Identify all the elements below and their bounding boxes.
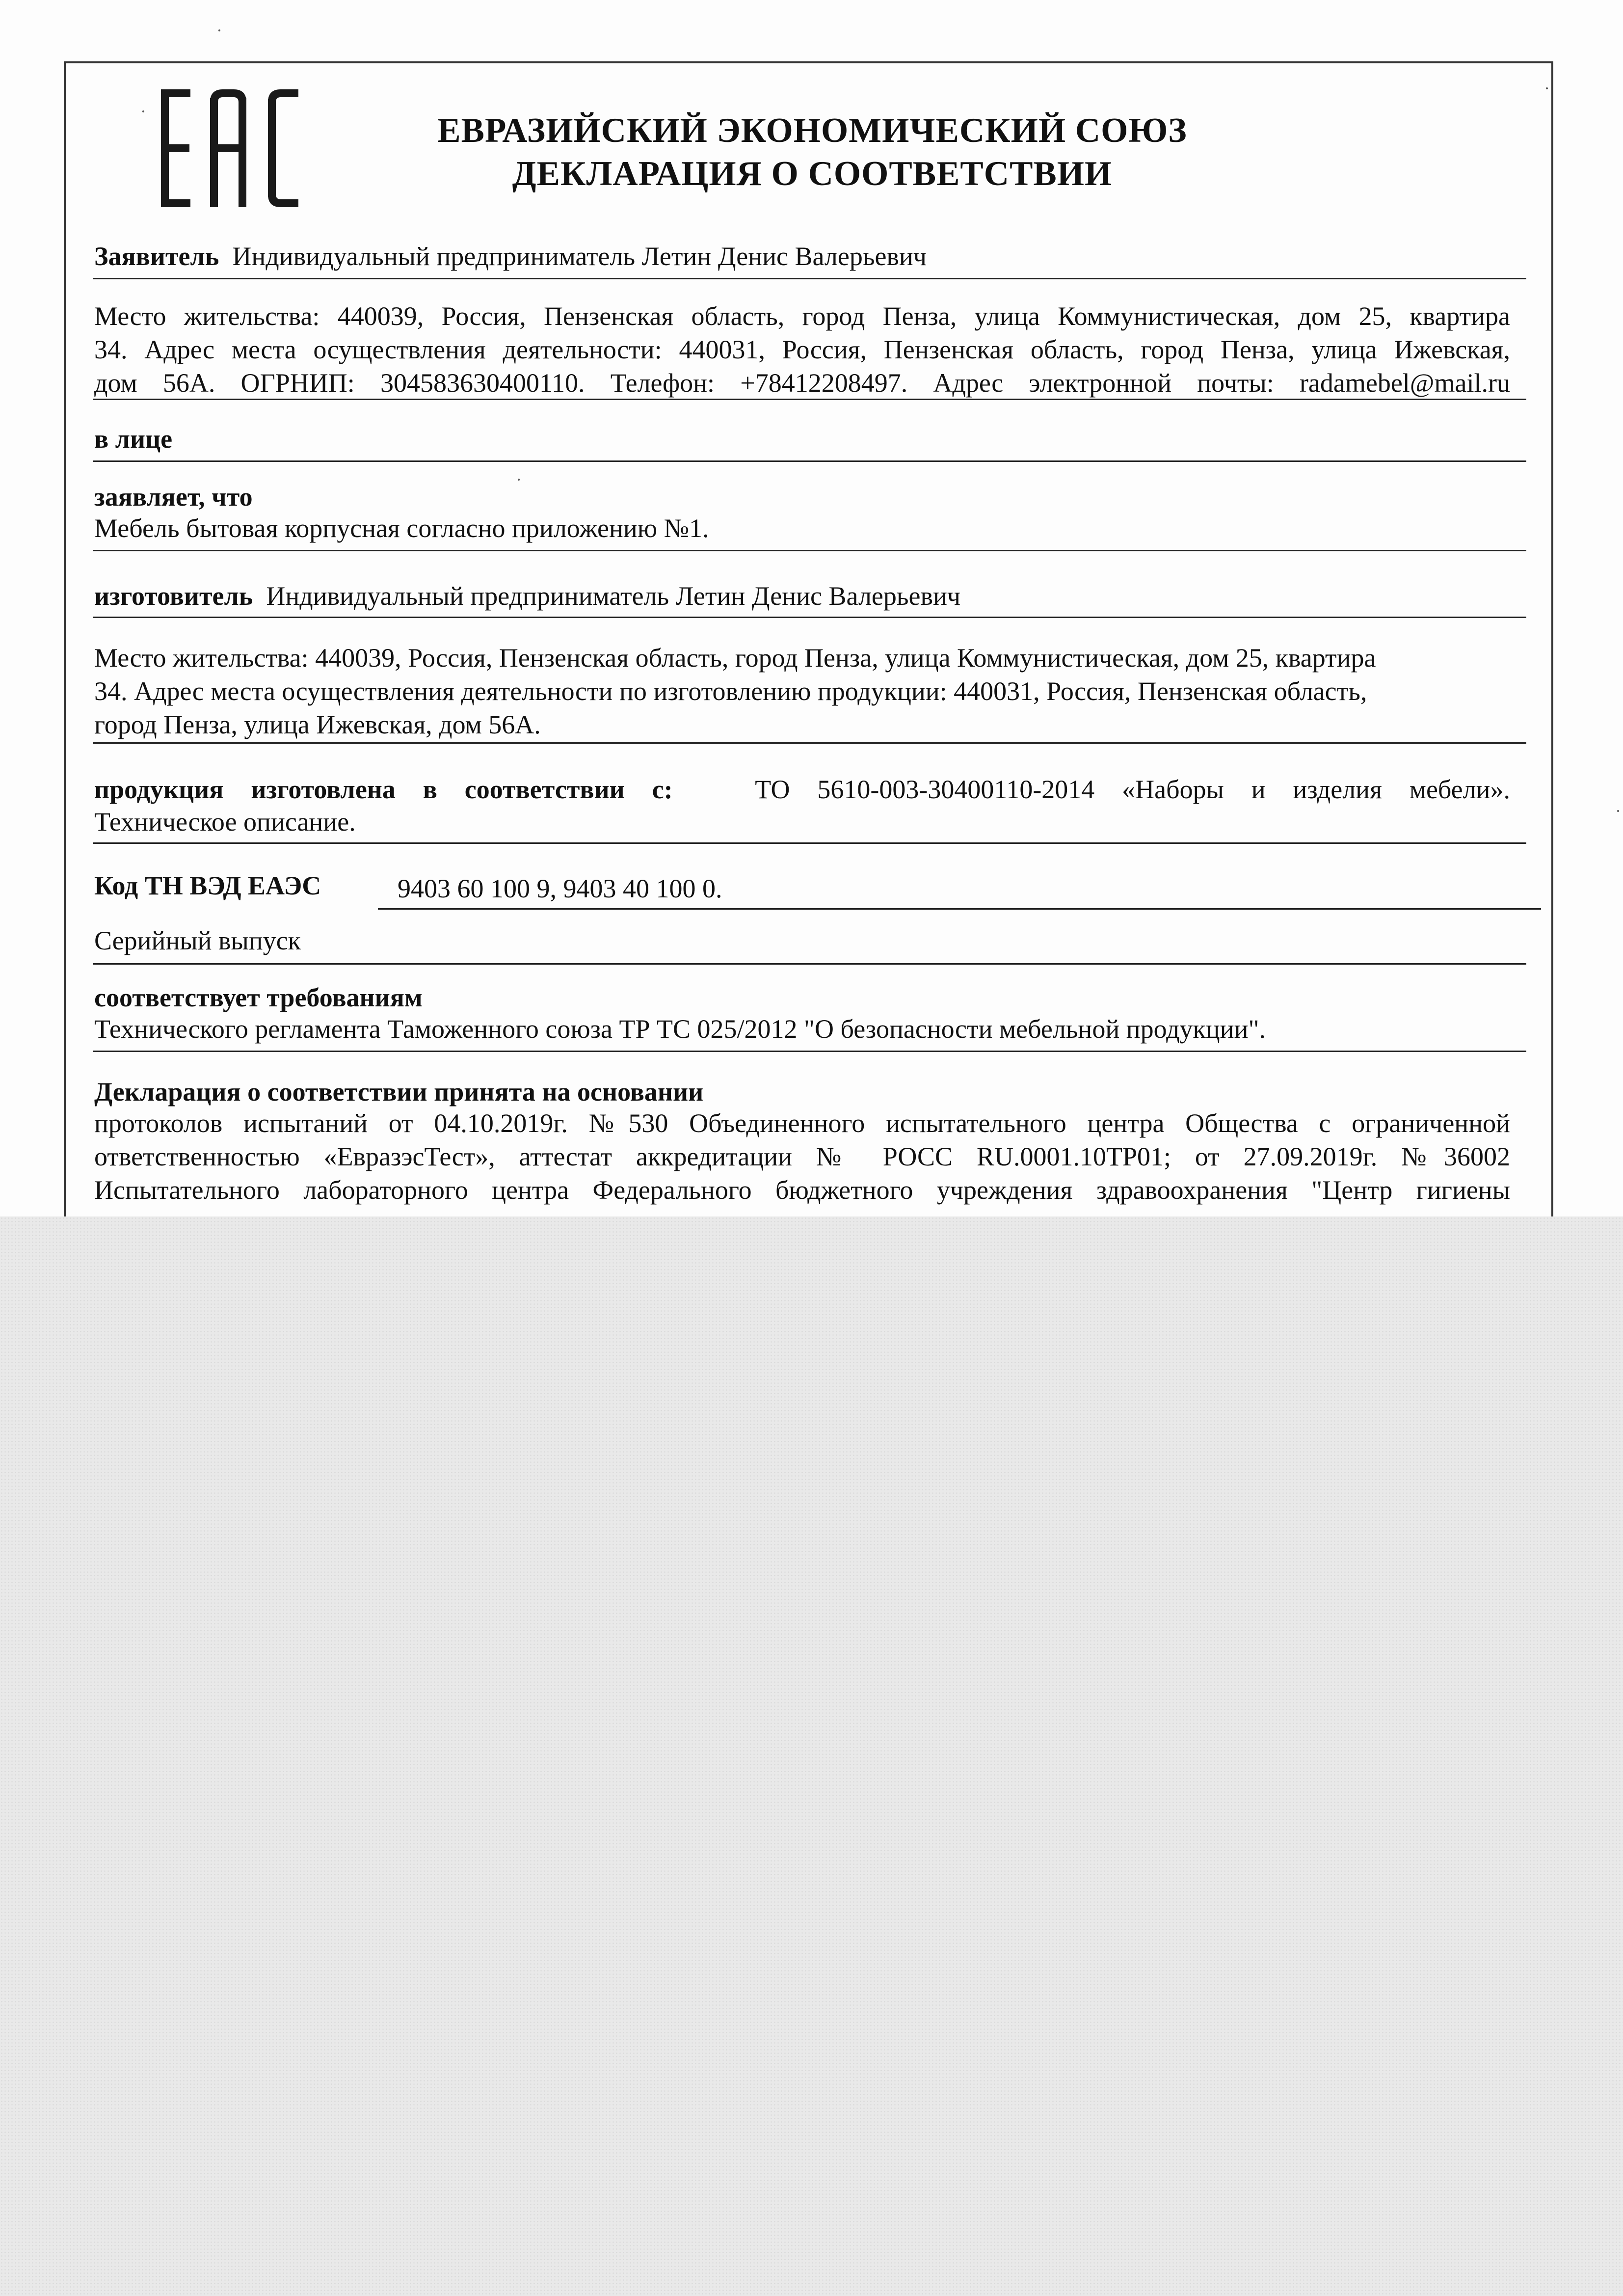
divider xyxy=(93,1051,1526,1052)
manufacturer-address-line-3: город Пенза, улица Ижевская, дом 56А. xyxy=(94,710,541,739)
manufacturer-address-line-2: 34. Адрес места осуществления деятельности по изготовлению продукции: 440031, Россия, Пензенская область, xyxy=(94,676,1367,706)
basis-line-1: протоколов испытаний от 04.10.2019г. №530 Объединенного испытательного центра Общества с ограниченной xyxy=(94,1108,1510,1138)
blank-scan-area xyxy=(0,1216,1623,2296)
complies-value: Технического регламента Таможенного союза ТР ТС 025/2012 "О безопасности мебельной продукции". xyxy=(94,1014,1266,1044)
manufacturer-label: изготовитель xyxy=(94,581,253,611)
applicant-address xyxy=(94,299,1510,400)
divider xyxy=(93,550,1526,551)
applicant-address-line-3: дом 56А. ОГРНИП: 304583630400110. Телефон: +78412208497. Адрес электронной почты: radamebel@mail.ru xyxy=(94,368,1510,398)
basis-line-2: ответственностью «ЕвразэсТест», аттестат аккредитации № РОСС RU.0001.10ТР01; от 27.09.2019г. №36002 xyxy=(94,1142,1510,1171)
applicant-address-line-1: Место жительства: 440039, Россия, Пензенская область, город Пенза, улица Коммунистическая, дом 25, квартира xyxy=(94,301,1510,331)
complies-label: соответствует требованиям xyxy=(94,983,423,1012)
divider xyxy=(93,278,1526,279)
produced-per-label: продукция изготовлена в соответствии с: xyxy=(94,775,673,804)
applicant-value: Индивидуальный предприниматель Летин Денис Валерьевич xyxy=(232,242,927,271)
applicant-address-line-2: 34. Адрес места осуществления деятельности: 440031, Россия, Пензенская область, город Пенза, улица Ижевская, xyxy=(94,335,1510,364)
divider xyxy=(93,399,1526,400)
scan-speck xyxy=(1617,810,1619,812)
divider xyxy=(378,908,1541,910)
divider xyxy=(93,963,1526,965)
divider xyxy=(93,460,1526,462)
serial-value: Серийный выпуск xyxy=(94,926,301,955)
basis-label: Декларация о соответствии принята на основании xyxy=(94,1077,704,1107)
manufacturer-address xyxy=(94,641,1510,741)
manufacturer-address-line-1: Место жительства: 440039, Россия, Пензенская область, город Пенза, улица Коммунистическая, дом 25, квартира xyxy=(94,643,1376,673)
eac-mark-icon xyxy=(156,84,313,212)
manufacturer-value: Индивидуальный предприниматель Летин Денис Валерьевич xyxy=(266,581,961,611)
divider xyxy=(93,617,1526,618)
title-line-1: ЕВРАЗИЙСКИЙ ЭКОНОМИЧЕСКИЙ СОЮЗ xyxy=(437,111,1187,150)
title-line-2: ДЕКЛАРАЦИЯ О СООТВЕТСТВИИ xyxy=(512,155,1113,193)
tn-ved-value: 9403 60 100 9, 9403 40 100 0. xyxy=(398,874,722,903)
page-title xyxy=(314,109,1310,195)
tn-ved-label: Код ТН ВЭД ЕАЭС xyxy=(94,871,321,900)
scan-speck xyxy=(218,29,220,31)
scan-speck xyxy=(142,110,144,112)
applicant-row xyxy=(94,240,927,273)
declares-value: Мебель бытовая корпусная согласно приложению №1. xyxy=(94,513,709,543)
divider xyxy=(93,842,1526,844)
produced-per-value: ТО 5610-003-30400110-2014 «Наборы и изделия мебели». xyxy=(755,775,1510,804)
basis-line-3: Испытательного лабораторного центра Федерального бюджетного учреждения здравоохранения "Центр гигиены xyxy=(94,1175,1510,1205)
scan-speck xyxy=(518,479,520,481)
produced-per-row xyxy=(94,773,1510,806)
produced-per-value-line-2: Техническое описание. xyxy=(94,807,356,837)
scan-speck xyxy=(1546,87,1548,89)
represented-by-label: в лице xyxy=(94,424,173,454)
divider xyxy=(93,742,1526,744)
applicant-label: Заявитель xyxy=(94,242,219,271)
basis-text xyxy=(94,1107,1510,1207)
declares-label: заявляет, что xyxy=(94,482,253,512)
manufacturer-row xyxy=(94,579,960,613)
